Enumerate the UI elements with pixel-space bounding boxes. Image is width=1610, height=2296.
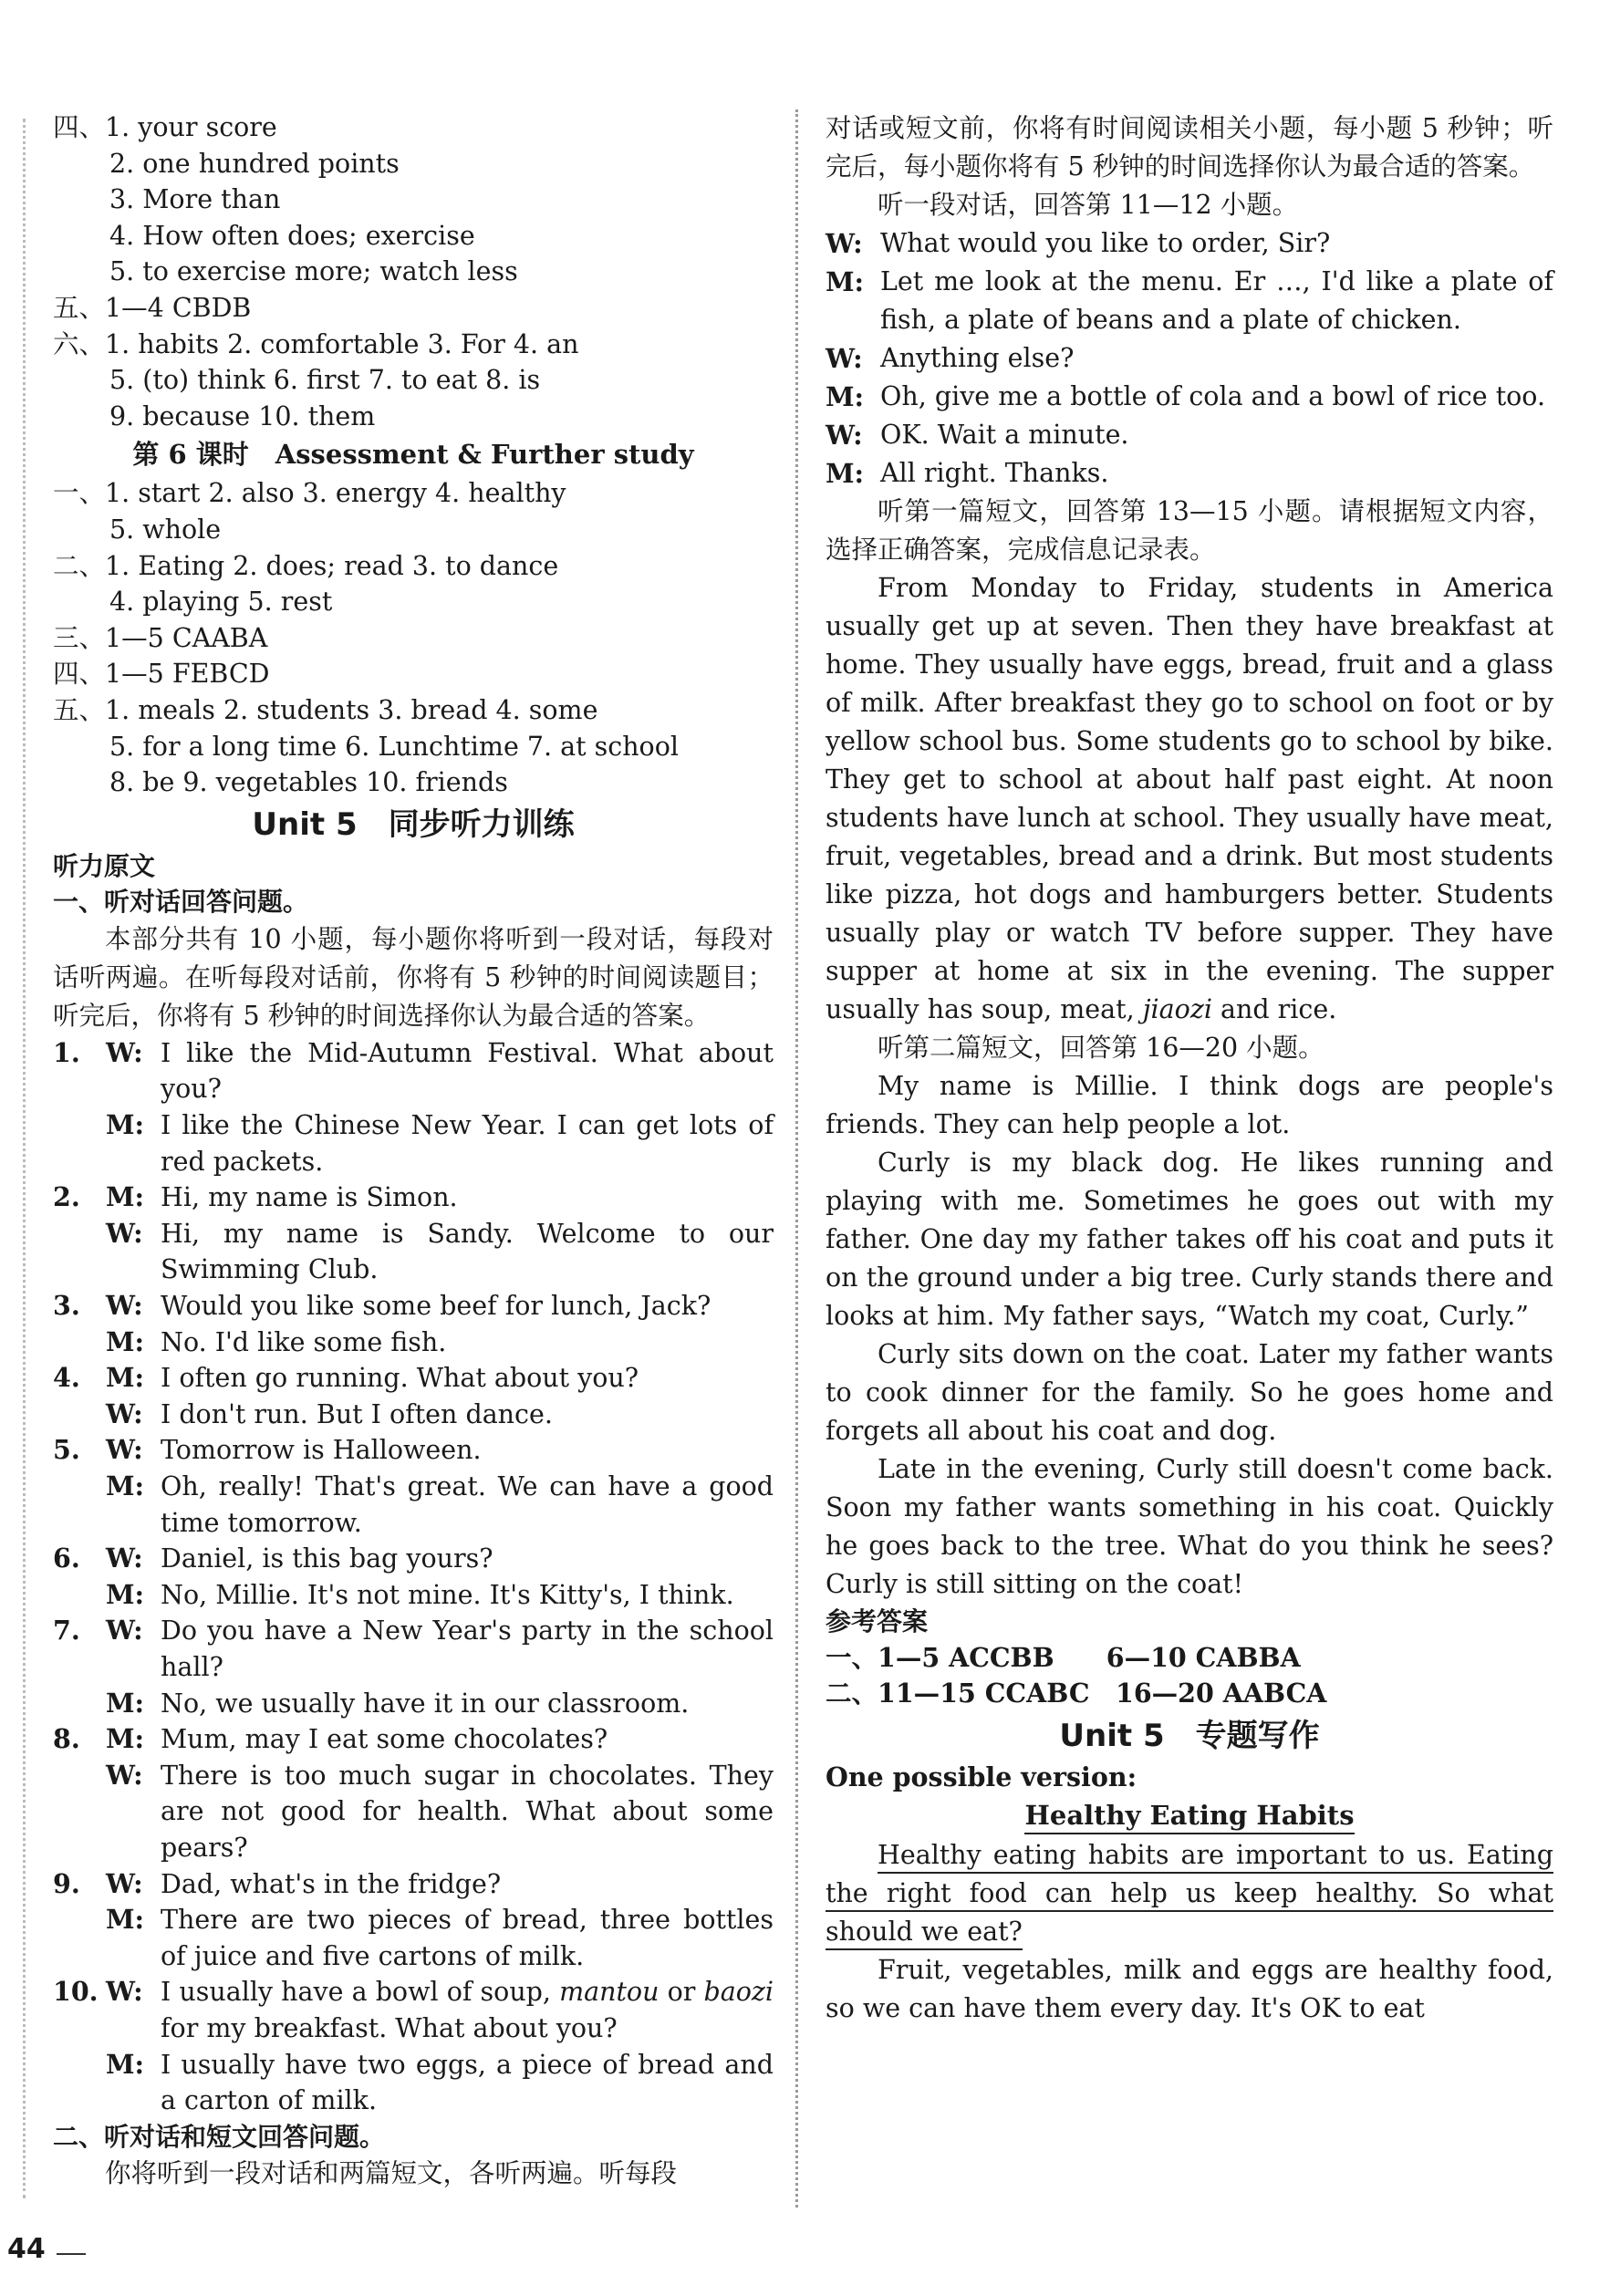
dialog-text: Would you like some beef for lunch, Jack? (161, 1291, 712, 1322)
answer-text: 1. your score (105, 112, 277, 142)
speaker: W: (106, 1036, 143, 1068)
answer-line: 3. More than (109, 184, 281, 215)
passage-text: From Monday to Friday, students in America usually get up at seven. Then they have breakfast at home. They usually have eggs, bread, fruit and a glass of milk. After breakfast they go to school on foot or by yellow school bus. Some students go to school by bike. They get to school at about half past eight. At noon students have lunch at school. They usually have meat, fruit, vegetables, bread and a drink. But most students like pizza, hot dogs and hamburgers better. Students usually play or watch TV before supper. They have supper at home at six in the evening. The supper usually has soup, meat, (826, 573, 1553, 1024)
dialog-text: Tomorrow is Halloween. (161, 1435, 482, 1466)
dialog-10 (53, 1974, 774, 2118)
dialog-text: What would you like to order, Sir? (880, 228, 1331, 258)
part-heading: 二、听对话和短文回答问题。 (53, 2121, 386, 2152)
speaker: W: (106, 1976, 143, 2008)
answers-section-6 (53, 327, 774, 435)
dialog-text: Oh, really! That's great. We can have a good time tomorrow. (161, 1471, 774, 1538)
speaker: W: (106, 1615, 143, 1647)
dialog-number: 3. (53, 1290, 80, 1322)
dialog-number: 2. (53, 1181, 80, 1213)
speaker: M: (106, 1723, 145, 1755)
dialog-item (53, 1360, 774, 1432)
dialog-text: All right. Thanks. (880, 458, 1109, 488)
intro-text: 对话或短文前，你将有时间阅读相关小题，每小题 5 秒钟；听完后，每小题你将有 5 秒钟的时间选择你认为最合适的答案。 (826, 113, 1553, 182)
answer-text: 1. habits 2. comfortable 3. For 4. an (105, 328, 579, 359)
text-italic: baozi (703, 1977, 774, 2008)
speaker: M: (826, 458, 865, 489)
dialog-text: Hi, my name is Sandy. Welcome to our Swimming Club. (161, 1218, 774, 1285)
speaker: W: (106, 1434, 143, 1466)
dialog-item (53, 1541, 774, 1613)
answer-line: 5. (to) think 6. first 7. to eat 8. is (109, 365, 541, 396)
dialog-item (53, 1288, 774, 1360)
passage-paragraph: Curly sits down on the coat. Later my father wants to cook dinner for the family. So he goes home and forgets all about his coat and dog. (826, 1339, 1553, 1446)
passage-2 (826, 1067, 1553, 1604)
speaker: M: (106, 1470, 145, 1501)
dialog-number: 4. (53, 1362, 80, 1394)
speaker: W: (826, 420, 863, 451)
dialog-text: No, we usually have it in our classroom. (161, 1688, 690, 1719)
order-dialog (826, 224, 1553, 493)
dialog-number: 1. (53, 1036, 80, 1068)
dialog-item (53, 1613, 774, 1721)
dialog-text: No, Millie. It's not mine. It's Kitty's, I think. (161, 1579, 734, 1610)
unit-title: Unit 5 同步听力训练 (252, 805, 575, 843)
answer-line: 5. for a long time 6. Lunchtime 7. at school (109, 731, 679, 762)
question-instruction (826, 493, 1553, 569)
dialog-number: 9. (53, 1867, 80, 1899)
speaker: M: (106, 1904, 145, 1936)
section-marker: 五、 (53, 694, 106, 725)
answer-key-line: 一、1—5 ACCBB 6—10 CABBA (826, 1641, 1301, 1673)
dialog-text: I like the Mid-Autumn Festival. What about you? (161, 1037, 774, 1105)
passage-paragraph: Curly is my black dog. He likes running and playing with me. Sometimes he goes out with my father. One day my father takes off his coat and puts it on the ground under a big tree. Curly stands there and looks at him. My father says, “Watch my coat, Curly.” (826, 1148, 1553, 1331)
right-column (826, 109, 1553, 2028)
column-divider (795, 109, 798, 2208)
answers-label: 参考答案 (826, 1606, 929, 1636)
speaker: M: (106, 1687, 145, 1719)
speaker: M: (826, 381, 865, 412)
page-number-rule (57, 2253, 86, 2255)
answer-text: 1. start 2. also 3. energy 4. healthy (105, 478, 566, 509)
part-intro-continued (826, 109, 1553, 186)
section-marker: 四、 (53, 112, 106, 142)
section-marker: 二、 (53, 550, 106, 581)
dialog-item (53, 1866, 774, 1975)
answer-line: 5. to exercise more; watch less (109, 256, 518, 287)
speaker: W: (826, 228, 863, 259)
dialog-line (826, 339, 1553, 378)
answer-key-line: 二、11—15 CCABC 16—20 AABCA (826, 1678, 1327, 1709)
essay-title (826, 1795, 1553, 1836)
answer-line: 8. be 9. vegetables 10. friends (109, 767, 508, 798)
essay-paragraph-2 (826, 1951, 1553, 2028)
lesson-heading: 第 6 课时 Assessment & Further study (132, 439, 694, 471)
speaker: W: (106, 1867, 143, 1899)
passage-paragraph: Late in the evening, Curly still doesn't come back. Soon my father wants something in his coat. Quickly he goes back to the tree. What do you think he sees? Curly is still sitting on the coat! (826, 1454, 1553, 1599)
dialog-line (826, 378, 1553, 416)
speaker: W: (106, 1290, 143, 1322)
passage-text: and rice. (1211, 994, 1337, 1024)
question-instruction (826, 1029, 1553, 1067)
speaker: M: (106, 1362, 145, 1394)
answer-text: 1. meals 2. students 3. bread 4. some (105, 694, 598, 725)
dialog-number: 10. (53, 1976, 99, 2008)
essay-text: Fruit, vegetables, milk and eggs are healthy food, so we can have them every day. It's OK to eat (826, 1955, 1553, 2024)
dialog-text: No. I'd like some fish. (161, 1326, 447, 1357)
dialog-number: 5. (53, 1434, 80, 1466)
speaker: M: (106, 1578, 145, 1610)
page-number: 44 (7, 2233, 46, 2265)
answer-line: 4. playing 5. rest (109, 587, 333, 618)
dialog-text: Let me look at the menu. Er …, I'd like a plate of fish, a plate of beans and a plate of chicken. (880, 266, 1553, 335)
answers-section-4 (53, 109, 774, 290)
dialog-text: Anything else? (880, 343, 1075, 373)
dialog-line (826, 416, 1553, 454)
intro-text: 你将听到一段对话和两篇短文，各听两遍。听每段 (105, 2158, 678, 2189)
dialog-line (826, 263, 1553, 339)
speaker: W: (106, 1217, 143, 1249)
answer-line: 四、1—5 FEBCD (53, 659, 270, 690)
margin-dotted-line (23, 119, 26, 2198)
dialog-text: There are two pieces of bread, three bottles of juice and five cartons of milk. (161, 1905, 774, 1971)
dialog-list (53, 1035, 774, 1974)
speaker: M: (826, 266, 865, 297)
dialog-text: OK. Wait a minute. (880, 420, 1129, 450)
answer-line: 三、1—5 CAABA (53, 622, 268, 653)
dialog-text: Hi, my name is Simon. (161, 1182, 458, 1213)
question-instruction (826, 186, 1553, 224)
text-part: for my breakfast. What about you? (161, 2012, 618, 2043)
text-part: I usually have a bowl of soup, (161, 1977, 560, 2008)
dialog-item (53, 1721, 774, 1865)
section-marker: 六、 (53, 328, 106, 359)
speaker: W: (106, 1759, 143, 1791)
text-italic: mantou (559, 1977, 660, 2008)
answer-line: 2. one hundred points (109, 148, 400, 179)
dialog-text: Oh, give me a bottle of cola and a bowl of rice too. (880, 381, 1546, 411)
essay-title-text: Healthy Eating Habits (1024, 1800, 1354, 1834)
answer-line: 5. whole (109, 514, 222, 545)
dialog-text: I don't run. But I often dance. (161, 1398, 553, 1429)
dialog-item (53, 1179, 774, 1288)
dialog-line (826, 224, 1553, 263)
answer-text: 1. Eating 2. does; read 3. to dance (105, 550, 559, 581)
answer-line (53, 109, 774, 146)
assessment-answers (53, 475, 774, 800)
answers-section-5: 五、1—4 CBDB (53, 292, 252, 323)
passage-italic: jiaozi (1142, 994, 1212, 1024)
dialog-text: There is too much sugar in chocolates. They are not good for health. What about some pears? (161, 1760, 774, 1863)
part-intro (53, 2155, 774, 2193)
dialog-number: 8. (53, 1723, 80, 1755)
dialog-text (161, 1974, 774, 2046)
speaker: M: (106, 1181, 145, 1213)
dialog-number: 6. (53, 1543, 80, 1574)
dialog-text: I usually have two eggs, a piece of bread and a carton of milk. (161, 2049, 774, 2116)
dialog-number: 7. (53, 1615, 80, 1647)
part-intro (53, 920, 774, 1035)
instruction-text: 听一段对话，回答第 11—12 小题。 (878, 190, 1299, 220)
passage-paragraph: My name is Millie. I think dogs are people's friends. They can help people a lot. (826, 1071, 1553, 1139)
section-marker: 一、 (53, 478, 106, 509)
speaker: M: (106, 1325, 145, 1357)
dialog-item (53, 1035, 774, 1179)
speaker: M: (106, 1109, 145, 1141)
dialog-item (53, 1432, 774, 1541)
part-heading: 一、听对话回答问题。 (53, 887, 309, 918)
left-column (53, 109, 774, 2193)
dialog-text: Do you have a New Year's party in the school hall? (161, 1616, 774, 1682)
listening-script-label: 听力原文 (53, 850, 156, 881)
dialog-text: I often go running. What about you? (161, 1363, 639, 1394)
answer-line: 9. because 10. them (109, 400, 376, 431)
unit-title: Unit 5 专题写作 (1059, 1717, 1320, 1754)
dialog-text: I like the Chinese New Year. I can get lots of red packets. (161, 1110, 774, 1177)
dialog-text: Mum, may I eat some chocolates? (161, 1724, 608, 1755)
essay-paragraph-1 (826, 1836, 1553, 1951)
version-label: One possible version: (826, 1761, 1137, 1792)
speaker: W: (106, 1543, 143, 1574)
dialog-text: Dad, what's in the fridge? (161, 1868, 502, 1899)
speaker: W: (106, 1397, 143, 1429)
dialog-text: Daniel, is this bag yours? (161, 1543, 493, 1574)
intro-text: 本部分共有 10 小题，每小题你将听到一段对话，每段对话听两遍。在听每段对话前，你将有 5 秒钟的时间阅读题目；听完后，你将有 5 秒钟的时间选择你认为最合适的答案。 (53, 923, 774, 1031)
answer-line: 4. How often does; exercise (109, 220, 475, 251)
instruction-text: 听第二篇短文，回答第 16—20 小题。 (878, 1033, 1324, 1063)
text-part: or (659, 1977, 704, 2008)
dialog-line (826, 454, 1553, 493)
essay-underlined-text: Healthy eating habits are important to us. Eating the right food can help us keep healthy. So what should we eat? (826, 1840, 1553, 1950)
instruction-text: 听第一篇短文，回答第 13—15 小题。请根据短文内容，选择正确答案，完成信息记录表。 (826, 496, 1553, 565)
speaker: W: (826, 343, 863, 374)
passage-1 (826, 569, 1553, 1029)
speaker: M: (106, 2048, 145, 2080)
